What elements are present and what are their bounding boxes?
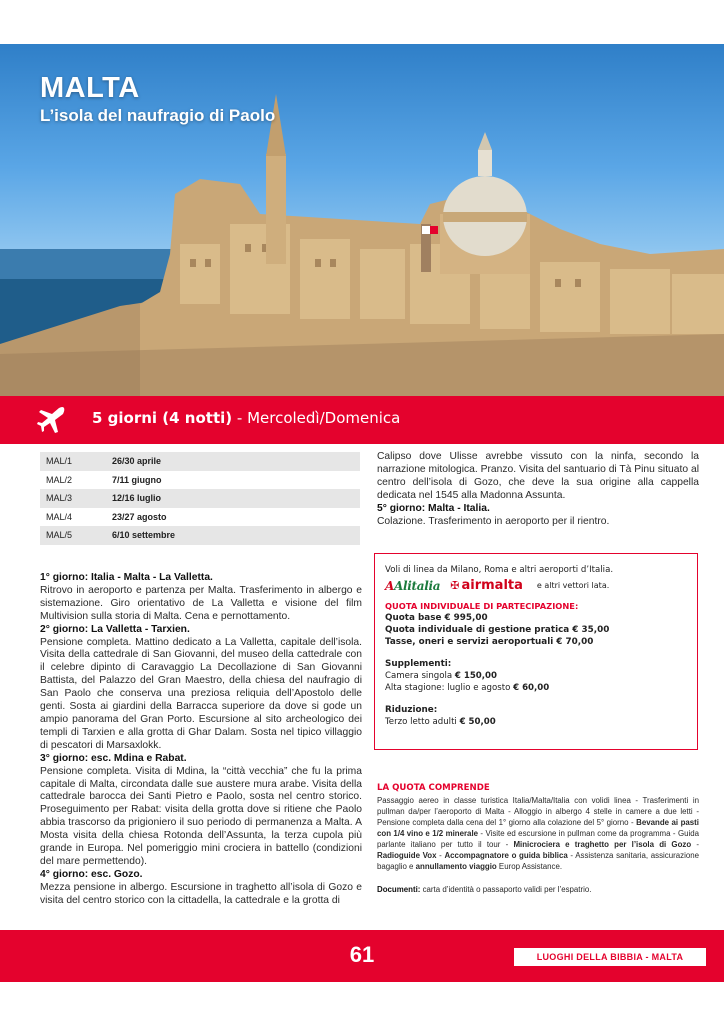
airplane-icon [36, 405, 66, 435]
itinerary-left [40, 572, 362, 908]
singola-price: € 150,00 [454, 671, 498, 681]
section-tag: LUOGHI DELLA BIBBIA - MALTA [514, 948, 706, 966]
airmalta-logo [450, 580, 523, 592]
comprende-bold: Bevande ai pasti con 1/4 vino e 1/2 minerale [377, 818, 699, 838]
comprende-bold: annullamento viaggio [415, 862, 497, 871]
comprende-text: - Assistenza sanitaria, assicurazione bagaglio e [377, 851, 700, 871]
flights-info: Voli di linea da Milano, Roma e altri aeroporti d’Italia. [385, 565, 614, 575]
table-row [40, 526, 360, 545]
page-subtitle: L’isola del naufragio di Paolo [40, 106, 276, 125]
departure-code: MAL/4 [46, 511, 73, 522]
maltese-cross-icon: ✠ [450, 579, 460, 592]
trip-duration [92, 409, 400, 427]
table-row [40, 508, 360, 527]
comprende-text: - [691, 840, 699, 849]
duration-separator: - [232, 409, 248, 427]
table-row [40, 452, 360, 471]
documenti-label: Documenti: [377, 885, 421, 894]
comprende-heading: LA QUOTA COMPRENDE [377, 783, 490, 793]
singola-row [385, 670, 687, 682]
departure-date: 26/30 aprile [106, 452, 360, 471]
table-row [40, 471, 360, 490]
alta-stagione-row [385, 682, 687, 694]
table-row [40, 489, 360, 508]
comprende-text: Passaggio aereo in classe turistica Italia/Malta/Italia con volidi linea - Trasferimenti in pullman da/per l’aeroporto di Malta - Alloggio in albergo 4 stelle in camere a due letti - Pensione completa dalla cena del 1° giorno alla colazione del 5° giorno - [377, 796, 699, 827]
alitalia-logo [385, 580, 440, 592]
departures-table [40, 452, 360, 545]
day-3-title: 3° giorno: esc. Mdina e Rabat. [40, 752, 187, 764]
itinerary-right [377, 451, 699, 528]
terzo-letto-row [385, 716, 687, 728]
airmalta-logo-text: airmalta [461, 578, 523, 593]
riduzione-heading: Riduzione: [385, 705, 438, 715]
quota-comprende [377, 783, 699, 872]
tasse: Tasse, oneri e servizi aeroportuali € 70,00 [385, 637, 594, 647]
departure-date: 6/10 settembre [106, 526, 360, 545]
day-5-text: Colazione. Trasferimento in aeroporto per il rientro. [377, 515, 610, 527]
quota-heading: QUOTA INDIVIDUALE DI PARTECIPAZIONE: [385, 601, 579, 611]
hero-photo [0, 44, 724, 396]
comprende-bold: Accompagnatore o guida biblica [444, 851, 568, 860]
trip-days: Mercoledì/Domenica [247, 409, 401, 427]
departure-code: MAL/1 [40, 452, 106, 471]
comprende-bold: Minicrociera e traghetto per l’isola di Gozo [513, 840, 692, 849]
alitalia-logo-mark: A [385, 579, 395, 593]
singola-label: Camera singola [385, 671, 455, 681]
day-4-title: 4° giorno: esc. Gozo. [40, 868, 143, 880]
quota-gestione: Quota individuale di gestione pratica € 35,00 [385, 625, 610, 635]
day-2-text: Pensione completa. Mattino dedicato a La Valletta, capitale dell’isola. Visita della cattedrale di San Giovanni, del museo della cattedrale con il celebre dipinto di Caravaggio La Decollazione di San Giovanni Battista, del Palazzo del Gran Maestro, della chiesa del naufragio di San Paolo che conserva una preziosa reliquia dell’Apostolo delle genti. Sosta ai giardini della Barracca superiore da dove si gode un ampio panorama del Gran Porto. Escursione al sito archeologico dei templi di Tarxien e alla grotta di Ghar Dalam. Sosta nel tipico villaggio di pescatori di Marsaxlokk. [40, 636, 362, 751]
quota-base: Quota base € 995,00 [385, 613, 488, 623]
other-carriers: e altri vettori lata. [536, 581, 610, 590]
duration-band [0, 396, 724, 444]
duration-text: 5 giorni (4 notti) [92, 409, 233, 427]
supplementi-heading: Supplementi: [385, 659, 452, 669]
day-3-text: Pensione completa. Visita di Mdina, la “città vecchia” che fu la prima capitale di Malta, circondata dalle sue austere mura arabe. Visita della cattedrale barocca dei Santi Pietro e Paolo, sosta nel centro storico. Proseguimento per Rabat: visita della grotta dove si ritiene che Paolo abbia trascorso da prigioniero il suo periodo di permanenza a Malta. A Mosta visita della chiesa Rotonda dell’Assunta, la terza cupola più grande in Europa. Nel pomeriggio mini crociera in battello (condizioni del mare permettendo). [40, 765, 362, 867]
departure-code: MAL/3 [40, 489, 106, 508]
airline-logos [385, 580, 687, 592]
page-title: MALTA [40, 72, 140, 104]
day-4-continued: Calipso dove Ulisse avrebbe vissuto con la ninfa, secondo la narrazione mitologica. Pranzo. Visita del santuario di Tà Pinu situato al centro dell’isola di Gozo, che deve la sua origine alla cappella dedicata nel 1545 alla Madonna Assunta. [377, 451, 699, 501]
departure-code: MAL/5 [40, 526, 106, 545]
alitalia-logo-text: Alitalia [394, 579, 441, 593]
alta-price: € 60,00 [513, 683, 550, 693]
price-box [374, 553, 698, 750]
day-2-title: 2° giorno: La Valletta - Tarxien. [40, 623, 190, 635]
departure-code: MAL/2 [46, 474, 73, 485]
day-1-text: Ritrovo in aeroporto e partenza per Malta. Trasferimento in albergo e sistemazione. Giro orientativo de La Valletta e visione del film Multivision sulla storia di Malta. Cena e pernottamento. [40, 584, 362, 622]
terzo-label: Terzo letto adulti [385, 717, 460, 727]
alta-label: Alta stagione: luglio e agosto [385, 683, 514, 693]
documenti [377, 885, 699, 894]
comprende-text: Europ Assistance. [496, 862, 563, 871]
departure-date: 23/27 agosto [112, 511, 167, 522]
departure-date: 12/16 luglio [106, 489, 360, 508]
comprende-bold: Radioguide Vox [377, 851, 437, 860]
day-1-title: 1° giorno: Italia - Malta - La Valletta. [40, 572, 213, 583]
page-number: 61 [349, 942, 375, 967]
footer-band [0, 930, 724, 982]
comprende-text: - Visite ed escursione in pullman come da programma - Guida parlante italiano per tutto il tour - [377, 829, 700, 849]
day-4-text: Mezza pensione in albergo. Escursione in traghetto all’isola di Gozo e visita del centro storico con la cittadella, la cattedrale e la grotta di [40, 881, 362, 906]
terzo-price: € 50,00 [459, 717, 496, 727]
departure-date: 7/11 giugno [112, 474, 162, 485]
documenti-text: carta d’identità o passaporto validi per l’espatrio. [420, 885, 592, 894]
comprende-text: - [436, 851, 445, 860]
day-5-title: 5° giorno: Malta - Italia. [377, 502, 490, 514]
